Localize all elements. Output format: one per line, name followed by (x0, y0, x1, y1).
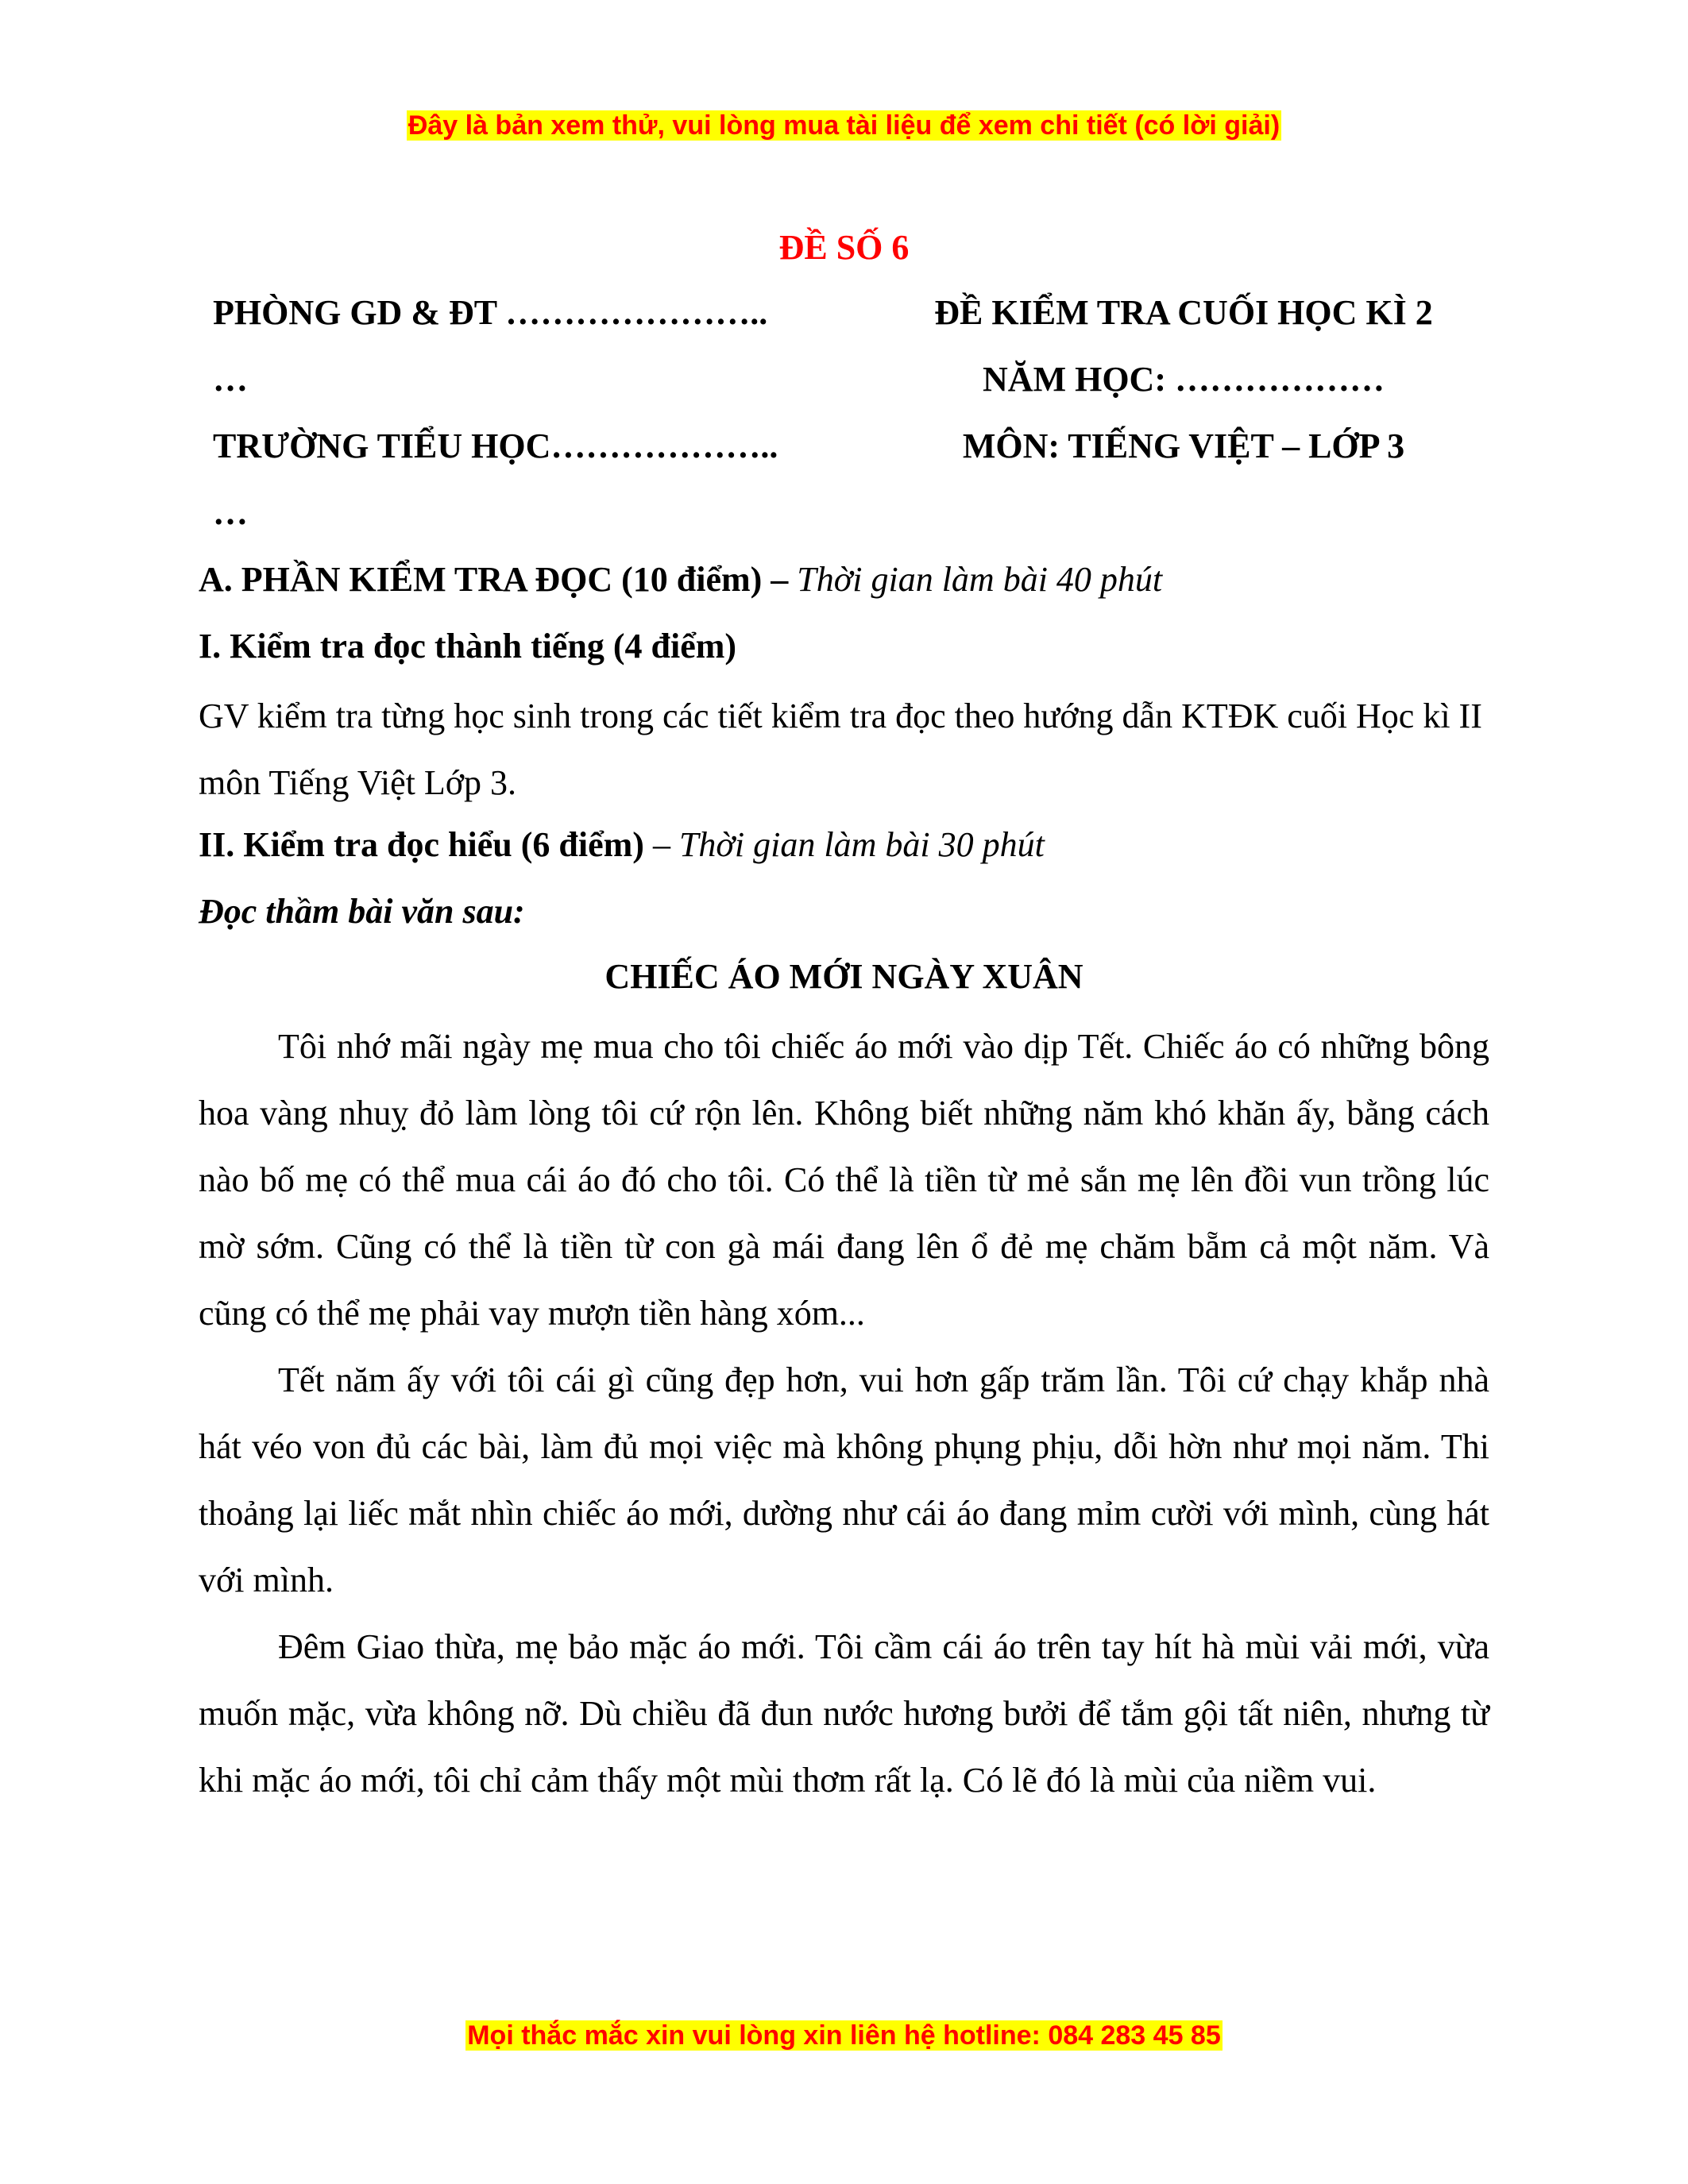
subject: MÔN: TIẾNG VIỆT – LỚP 3 (962, 426, 1405, 465)
part-2-dash: – (643, 825, 679, 864)
part-2-title: II. Kiểm tra đọc hiểu (6 điểm) (199, 825, 644, 864)
part-2-heading (199, 821, 1045, 869)
school-year: NĂM HỌC: ……………… (983, 360, 1385, 399)
hotline-banner-text: Mọi thắc mắc xin vui lòng xin liên hệ hotline: 084 283 45 85 (467, 2020, 1221, 2051)
part-1-instruction: GV kiểm tra từng học sinh trong các tiết kiểm tra đọc theo hướng dẫn KTĐK cuối Học kì II môn Tiếng Việt Lớp 3. (199, 696, 1482, 802)
part-2-time: Thời gian làm bài 30 phút (678, 825, 1045, 864)
school-line-cont: … (213, 493, 248, 532)
section-a-heading (199, 556, 1162, 604)
section-a-dash: – (762, 560, 798, 599)
story-paragraph-3: Đêm Giao thừa, mẹ bảo mặc áo mới. Tôi cầm cái áo trên tay hít hà mùi vải mới, vừa muốn mặc, vừa không nỡ. Dù chiều đã đun nước hương bưởi để tắm gội tất niên, nhưng từ khi mặc áo mới, tôi chỉ cảm thấy một mùi thơm rất lạ. Có lẽ đó là mùi của niềm vui. (199, 1627, 1489, 1800)
section-a-time: Thời gian làm bài 40 phút (797, 560, 1163, 599)
reading-prompt: Đọc thầm bài văn sau: (199, 892, 525, 931)
story-paragraph-2: Tết năm ấy với tôi cái gì cũng đẹp hơn, vui hơn gấp trăm lần. Tôi cứ chạy khắp nhà hát véo von đủ các bài, làm đủ mọi việc mà không phụng phịu, dỗi hờn như mọi năm. Thi thoảng lại liếc mắt nhìn chiếc áo mới, dường như cái áo đang mỉm cười với mình, cùng hát với mình. (199, 1360, 1489, 1599)
school-line: TRƯỜNG TIỂU HỌC……………….. (213, 426, 778, 465)
preview-banner (0, 108, 1688, 143)
exam-number: ĐỀ SỐ 6 (778, 228, 910, 267)
hotline-banner (0, 2018, 1688, 2053)
department-line-cont: … (213, 360, 248, 399)
story-paragraph-1: Tôi nhớ mãi ngày mẹ mua cho tôi chiếc áo mới vào dịp Tết. Chiếc áo có những bông hoa vàng nhuỵ đỏ làm lòng tôi cứ rộn lên. Không biết những năm khó khăn ấy, bằng cách nào bố mẹ có thể mua cái áo đó cho tôi. Có thể là tiền từ mẻ sắn mẹ lên đồi vun trồng lúc mờ sớm. Cũng có thể là tiền từ con gà mái đang lên ổ đẻ mẹ chăm bẵm cả một năm. Và cũng có thể mẹ phải vay mượn tiền hàng xóm... (199, 1027, 1489, 1333)
part-1-title: I. Kiểm tra đọc thành tiếng (4 điểm) (199, 627, 737, 666)
preview-banner-text: Đây là bản xem thử, vui lòng mua tài liệu để xem chi tiết (có lời giải) (408, 110, 1280, 141)
exam-title: ĐỀ KIỂM TRA CUỐI HỌC KÌ 2 (934, 293, 1433, 332)
section-a-title: A. PHẦN KIỂM TRA ĐỌC (10 điểm) (199, 560, 763, 599)
department-line: PHÒNG GD & ĐT ………………….. (213, 293, 768, 332)
story-title: CHIẾC ÁO MỚI NGÀY XUÂN (605, 957, 1083, 996)
